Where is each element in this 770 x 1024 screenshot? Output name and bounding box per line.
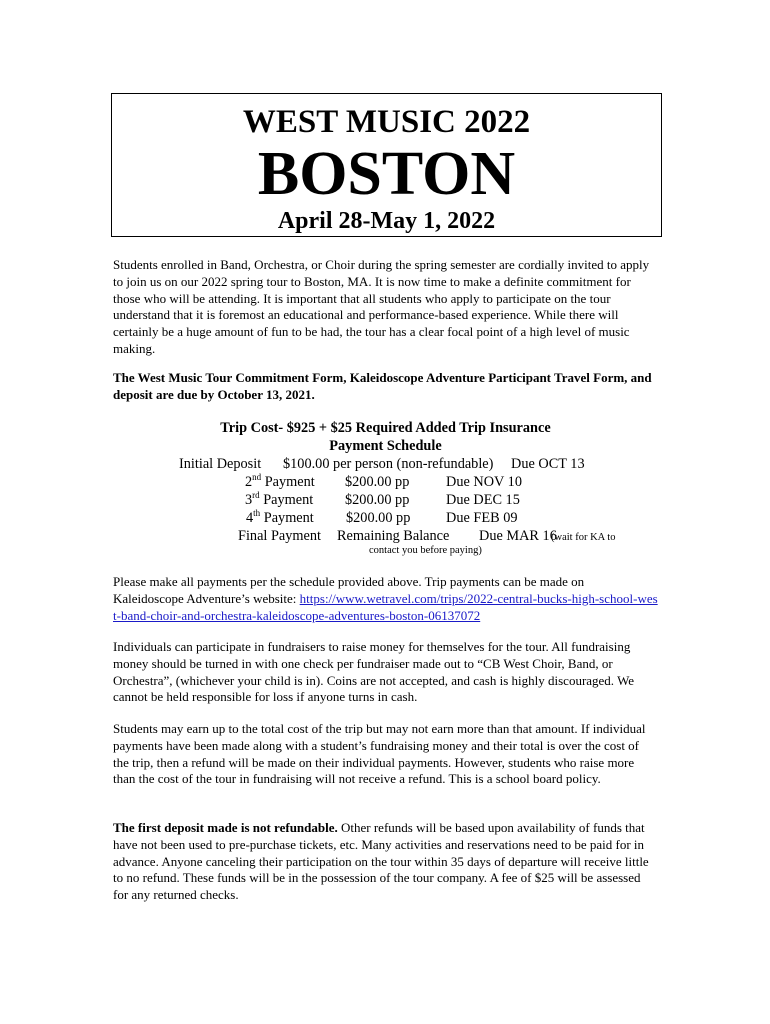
schedule-label bbox=[246, 509, 314, 527]
forms-notice-paragraph bbox=[113, 370, 658, 404]
payment-label: Payment bbox=[261, 474, 315, 490]
ordinal-suffix: rd bbox=[252, 490, 260, 501]
payment-website-link[interactable]: https://www.wetravel.com/trips/2022-central-bucks-high-school-west-band-choir-and-orchestra-kaleidoscope-adventures-boston-06137072 bbox=[113, 590, 658, 623]
ordinal-suffix: nd bbox=[252, 472, 262, 483]
schedule-note-continued: contact you before paying) bbox=[369, 545, 482, 556]
schedule-due: Due FEB 09 bbox=[446, 510, 518, 526]
event-title: WEST MUSIC 2022 bbox=[242, 104, 531, 140]
payment-label: Payment bbox=[260, 510, 314, 526]
schedule-label bbox=[245, 473, 315, 491]
title-box bbox=[111, 93, 662, 237]
schedule-due: Due DEC 15 bbox=[446, 492, 520, 508]
schedule-due: Due OCT 13 bbox=[511, 456, 585, 472]
payment-number: 3 bbox=[245, 492, 253, 508]
schedule-row-fourth bbox=[113, 509, 658, 527]
intro-text: Students enrolled in Band, Orchestra, or Choir during the spring semester are cordially invited to apply to join us on our 2022 spring tour to Boston, MA. It is now time to make a definite commitment for those who will be attending. It is important that all students who apply to participate on the tour understand that it is foremost an educational and performance-based experience. While there will certainly be a huge amount of fun to be had, the tour has a clear focal point of a high level of music making. bbox=[113, 257, 650, 356]
schedule-amount: $100.00 per person (non-refundable) bbox=[283, 456, 494, 472]
schedule-label: Initial Deposit bbox=[179, 456, 262, 472]
payment-number: 2 bbox=[245, 474, 253, 490]
refund-policy-bold: The first deposit made is not refundable. bbox=[113, 820, 338, 835]
schedule-label bbox=[245, 491, 313, 509]
payment-schedule bbox=[113, 419, 658, 559]
ordinal-suffix: th bbox=[253, 508, 261, 519]
forms-notice-text: The West Music Tour Commitment Form, Kaleidoscope Adventure Participant Travel Form, and deposit are due by October 13, 2021. bbox=[113, 370, 652, 402]
fundraising-paragraph bbox=[113, 639, 658, 706]
intro-paragraph bbox=[113, 257, 658, 358]
trip-cost-line: Trip Cost- $925 + $25 Required Added Trip Insurance bbox=[220, 420, 551, 436]
schedule-note: (wait for KA to bbox=[551, 532, 616, 543]
schedule-note-row bbox=[113, 545, 658, 559]
schedule-amount: $200.00 pp bbox=[345, 474, 410, 490]
schedule-row-initial bbox=[113, 455, 658, 473]
schedule-row-third bbox=[113, 491, 658, 509]
fundraising-text: Individuals can participate in fundraisers to raise money for themselves for the tour. All fundraising money should be turned in with one check per fundraiser made out to “CB West Choir, Band, or Orchestra”, (whichever your child is in). Coins are not accepted, and cash is highly discouraged. We cannot be held responsible for loss if anyone turns in cash. bbox=[113, 639, 635, 705]
payments-text: Please make all payments per the schedule provided above. Trip payments can be made on Kaleidoscope Adventure’s website: bbox=[113, 574, 585, 606]
destination-title: BOSTON bbox=[257, 140, 516, 208]
event-dates: April 28-May 1, 2022 bbox=[277, 208, 496, 234]
refunds-text-wrap bbox=[113, 820, 658, 904]
schedule-due: Due NOV 10 bbox=[446, 474, 522, 490]
schedule-due: Due MAR 16 bbox=[479, 528, 557, 544]
schedule-amount: Remaining Balance bbox=[337, 528, 450, 544]
payment-number: 4 bbox=[246, 510, 254, 526]
payments-text-wrap bbox=[113, 574, 658, 624]
refund-policy-text: Other refunds will be based upon availability of funds that have not been used to pre-purchase tickets, etc. Many activities and reservations need to be paid for in advance. Anyone canceling their participation on the tour within 35 days of departure will receive little to no refund. These funds will be in the possession of the tour company. A fee of $25 will be assessed for any returned checks. bbox=[113, 820, 649, 903]
refunds-paragraph bbox=[113, 820, 658, 904]
payments-paragraph bbox=[113, 574, 658, 624]
schedule-amount: $200.00 pp bbox=[345, 492, 410, 508]
payment-schedule-heading: Payment Schedule bbox=[329, 438, 442, 454]
earnings-text: Students may earn up to the total cost of the trip but may not earn more than that amount. If individual payments have been made along with a student’s fundraising money and their total is over the cost of the trip, then a refund will be made on their individual payments. However, students who raise more than the cost of the tour in fundraising will not receive a refund. This is a school board policy. bbox=[113, 721, 646, 787]
schedule-amount: $200.00 pp bbox=[346, 510, 411, 526]
payment-label: Payment bbox=[259, 492, 314, 508]
schedule-row-second bbox=[113, 473, 658, 491]
earnings-paragraph bbox=[113, 721, 658, 788]
schedule-label: Final Payment bbox=[238, 528, 321, 544]
